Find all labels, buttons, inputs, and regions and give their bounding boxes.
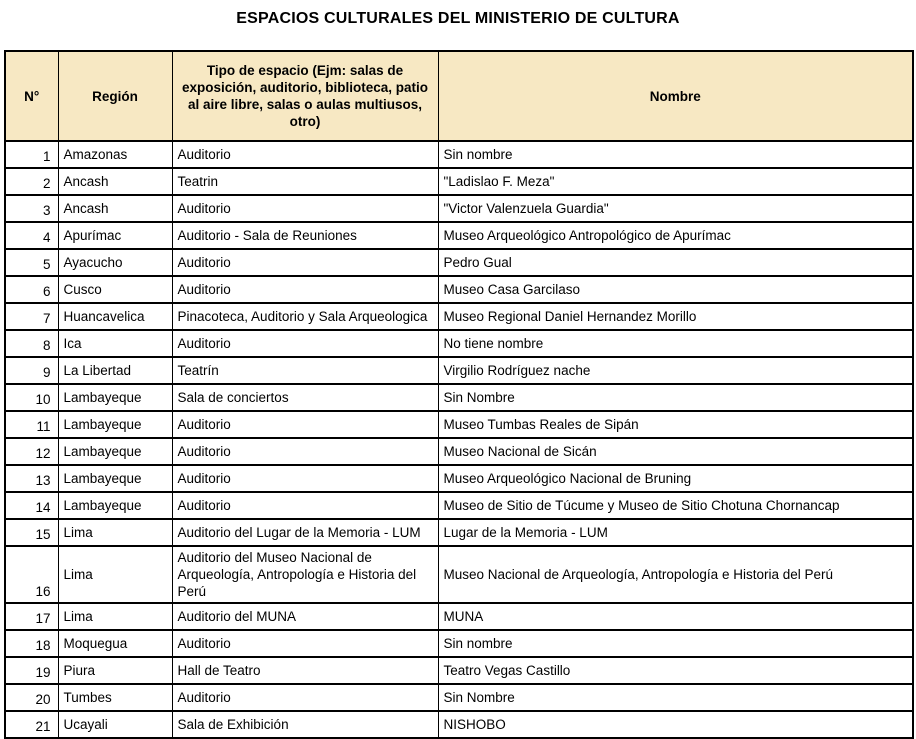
tipo-espacio-cell: Auditorio - Sala de Reuniones [172,222,438,249]
tipo-espacio-cell: Auditorio [172,465,438,492]
region-cell: Lambayeque [58,438,172,465]
nombre-cell: Pedro Gual [438,249,913,276]
tipo-espacio-cell: Sala de Exhibición [172,711,438,738]
table-row [5,711,913,738]
tipo-espacio-cell: Auditorio del Museo Nacional de Arqueología, Antropología e Historia del Perú [172,546,438,603]
table-row [5,546,913,603]
table-row [5,276,913,303]
nombre-cell: Virgilio Rodríguez nache [438,357,913,384]
table-row [5,519,913,546]
nombre-cell: NISHOBO [438,711,913,738]
nombre-cell: Sin nombre [438,141,913,168]
row-number-cell: 20 [5,684,58,711]
tipo-espacio-cell: Auditorio [172,195,438,222]
region-cell: Amazonas [58,141,172,168]
row-number-cell: 19 [5,657,58,684]
region-cell: Ayacucho [58,249,172,276]
nombre-cell: No tiene nombre [438,330,913,357]
region-cell: Lambayeque [58,492,172,519]
row-number-cell: 6 [5,276,58,303]
region-cell: Lima [58,603,172,630]
table-row [5,438,913,465]
nombre-cell: Museo Regional Daniel Hernandez Morillo [438,303,913,330]
table-row [5,195,913,222]
nombre-cell: Sin nombre [438,630,913,657]
tipo-espacio-cell: Auditorio [172,249,438,276]
table-row [5,357,913,384]
tipo-espacio-cell: Auditorio [172,141,438,168]
row-number-cell: 4 [5,222,58,249]
region-cell: Ancash [58,195,172,222]
nombre-cell: Museo Tumbas Reales de Sipán [438,411,913,438]
row-number-cell: 5 [5,249,58,276]
table-row [5,330,913,357]
tipo-espacio-cell: Auditorio [172,411,438,438]
tipo-espacio-cell: Auditorio [172,492,438,519]
nombre-cell: Museo Nacional de Sicán [438,438,913,465]
nombre-cell: Teatro Vegas Castillo [438,657,913,684]
row-number-cell: 10 [5,384,58,411]
table-row [5,465,913,492]
tipo-espacio-cell: Auditorio [172,630,438,657]
nombre-cell: Sin Nombre [438,684,913,711]
region-cell: Lima [58,546,172,603]
row-number-cell: 3 [5,195,58,222]
espacios-culturales-table [4,50,914,739]
region-cell: Apurímac [58,222,172,249]
row-number-cell: 18 [5,630,58,657]
row-number-cell: 21 [5,711,58,738]
row-number-cell: 11 [5,411,58,438]
nombre-cell: Museo Nacional de Arqueología, Antropología e Historia del Perú [438,546,913,603]
nombre-cell: Museo Arqueológico Nacional de Bruning [438,465,913,492]
table-row [5,141,913,168]
region-cell: Huancavelica [58,303,172,330]
row-number-cell: 12 [5,438,58,465]
tipo-espacio-cell: Auditorio del Lugar de la Memoria - LUM [172,519,438,546]
tipo-espacio-cell: Auditorio [172,276,438,303]
table-row [5,657,913,684]
table-row [5,684,913,711]
table-row [5,630,913,657]
row-number-cell: 16 [5,546,58,603]
row-number-cell: 13 [5,465,58,492]
column-header-region: Región [58,51,172,141]
tipo-espacio-cell: Sala de conciertos [172,384,438,411]
page-title: ESPACIOS CULTURALES DEL MINISTERIO DE CULTURA [236,10,680,27]
region-cell: Ica [58,330,172,357]
table-row [5,303,913,330]
row-number-cell: 15 [5,519,58,546]
table-row [5,384,913,411]
column-header-numero: N° [5,51,58,141]
table-row [5,411,913,438]
nombre-cell: MUNA [438,603,913,630]
region-cell: Piura [58,657,172,684]
row-number-cell: 7 [5,303,58,330]
region-cell: Lambayeque [58,384,172,411]
tipo-espacio-cell: Auditorio [172,330,438,357]
nombre-cell: Museo Arqueológico Antropológico de Apurímac [438,222,913,249]
tipo-espacio-cell: Auditorio [172,438,438,465]
table-row [5,249,913,276]
column-header-nombre: Nombre [438,51,913,141]
table-row [5,222,913,249]
row-number-cell: 14 [5,492,58,519]
region-cell: Ancash [58,168,172,195]
tipo-espacio-cell: Auditorio del MUNA [172,603,438,630]
region-cell: Cusco [58,276,172,303]
row-number-cell: 1 [5,141,58,168]
column-header-tipo-espacio: Tipo de espacio (Ejm: salas de exposición, auditorio, biblioteca, patio al aire libre, salas o aulas multiusos, otro) [172,51,438,141]
tipo-espacio-cell: Hall de Teatro [172,657,438,684]
region-cell: Moquegua [58,630,172,657]
row-number-cell: 17 [5,603,58,630]
row-number-cell: 9 [5,357,58,384]
tipo-espacio-cell: Teatrín [172,357,438,384]
nombre-cell: Lugar de la Memoria - LUM [438,519,913,546]
table-header-row [5,51,913,141]
page [0,9,916,734]
table-row [5,492,913,519]
region-cell: Lima [58,519,172,546]
nombre-cell: "Ladislao F. Meza" [438,168,913,195]
region-cell: La Libertad [58,357,172,384]
tipo-espacio-cell: Pinacoteca, Auditorio y Sala Arqueologica [172,303,438,330]
nombre-cell: "Victor Valenzuela Guardia" [438,195,913,222]
table-body [5,141,913,738]
nombre-cell: Museo de Sitio de Túcume y Museo de Sitio Chotuna Chornancap [438,492,913,519]
nombre-cell: Museo Casa Garcilaso [438,276,913,303]
region-cell: Tumbes [58,684,172,711]
tipo-espacio-cell: Auditorio [172,684,438,711]
row-number-cell: 2 [5,168,58,195]
nombre-cell: Sin Nombre [438,384,913,411]
tipo-espacio-cell: Teatrin [172,168,438,195]
region-cell: Lambayeque [58,411,172,438]
region-cell: Lambayeque [58,465,172,492]
region-cell: Ucayali [58,711,172,738]
table-row [5,168,913,195]
table-row [5,603,913,630]
row-number-cell: 8 [5,330,58,357]
